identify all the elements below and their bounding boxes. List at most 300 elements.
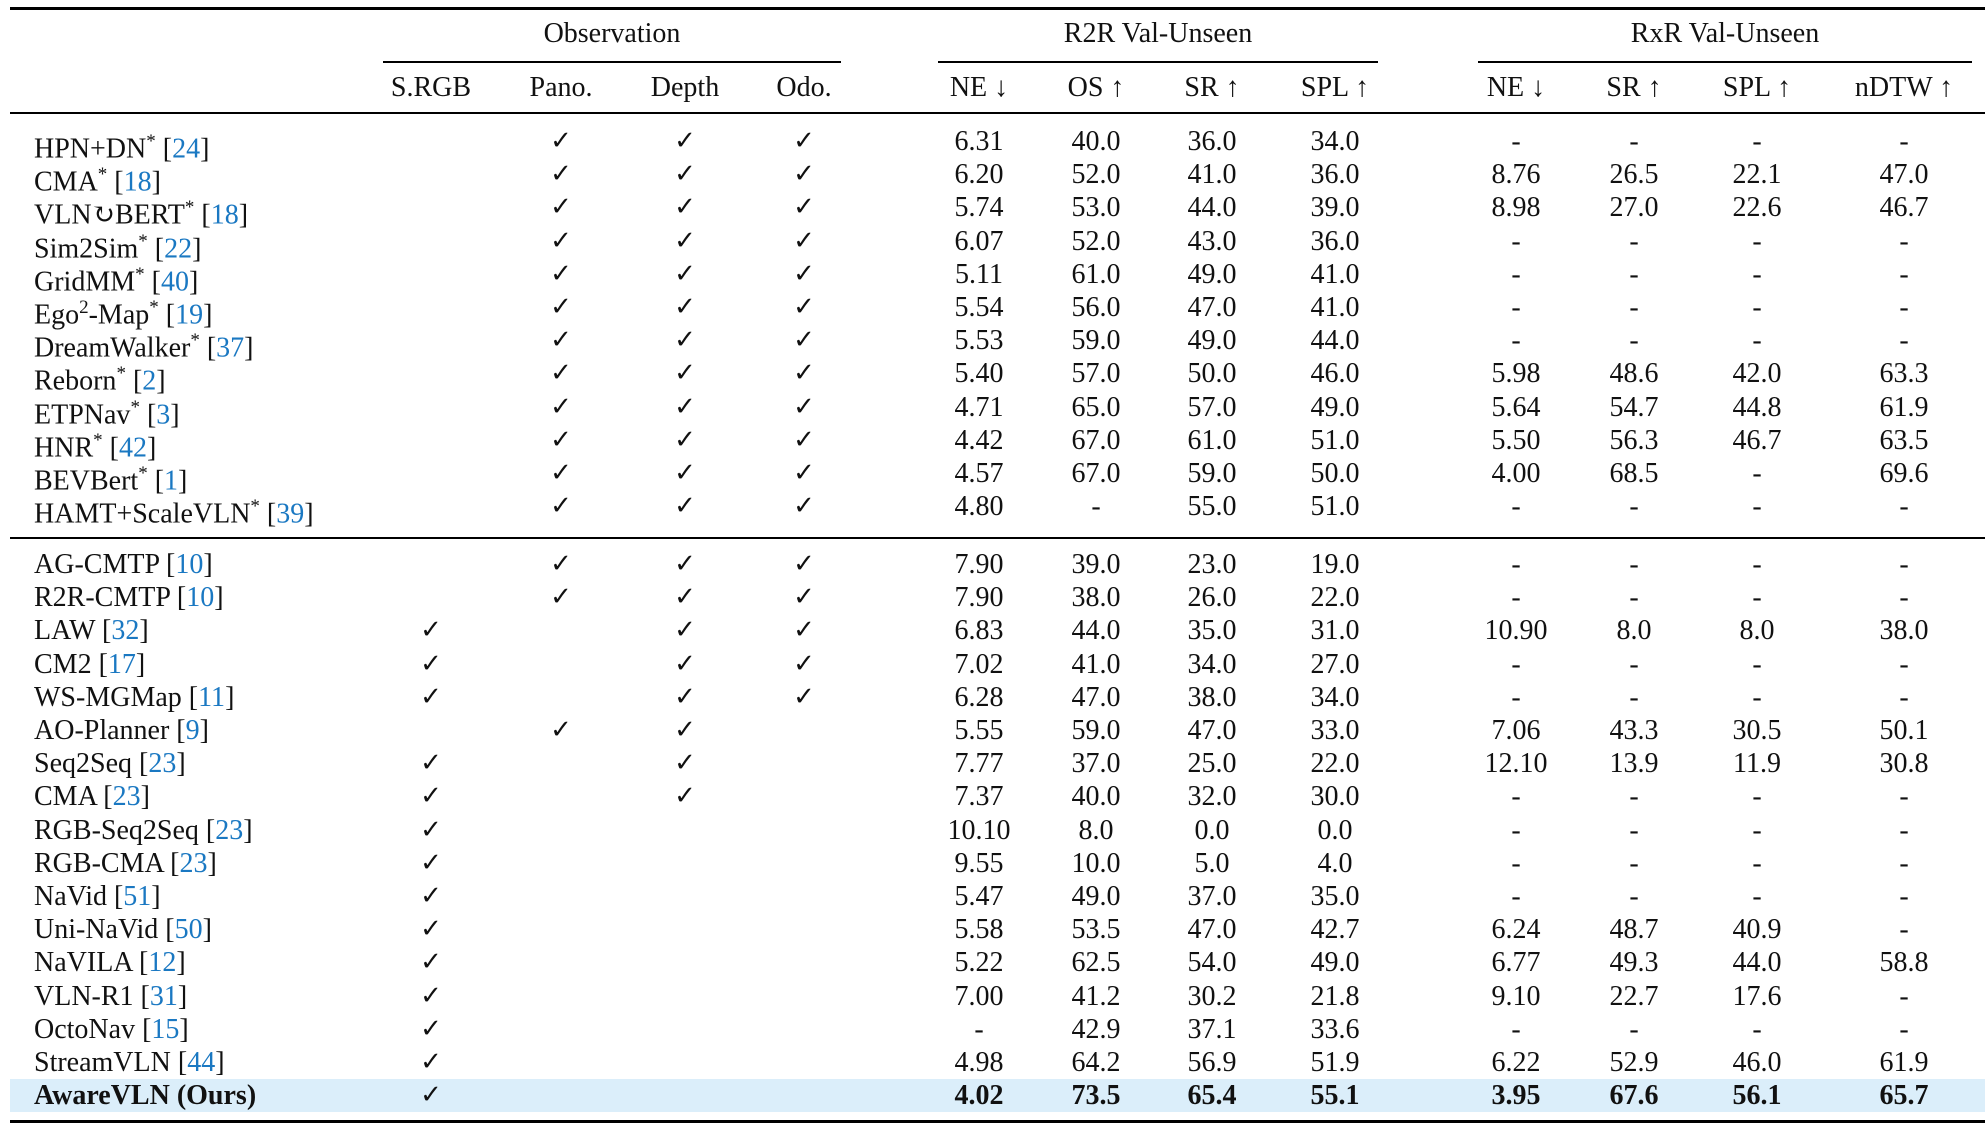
- rxr-value: 65.7: [1879, 1080, 1929, 1112]
- citation-bracket: [: [113, 881, 124, 912]
- rxr-value: -: [1511, 292, 1521, 323]
- citation-link[interactable]: 15: [151, 1013, 180, 1045]
- r2r-value: 46.0: [1310, 358, 1360, 390]
- citation-bracket: ]: [199, 715, 209, 746]
- method-label: AO-Planner: [34, 715, 170, 746]
- check-icon: ✓: [793, 648, 815, 679]
- table-row: [0, 324, 1988, 364]
- rxr-value: -: [1511, 582, 1521, 614]
- r2r-value: -: [974, 1013, 984, 1045]
- citation-bracket: [: [142, 1013, 152, 1045]
- check-icon: ✓: [550, 582, 572, 613]
- method-name: [34, 681, 234, 714]
- r2r-value: 54.0: [1187, 947, 1237, 979]
- citation-link[interactable]: 23: [148, 748, 177, 780]
- citation-link[interactable]: 37: [216, 332, 245, 364]
- citation-link[interactable]: 42: [118, 432, 147, 464]
- table-row: [0, 880, 1988, 913]
- rxr-value: -: [1629, 325, 1639, 357]
- citation-link[interactable]: 23: [112, 781, 141, 813]
- citation-bracket: [: [146, 398, 157, 430]
- citation-link[interactable]: 40: [160, 266, 189, 298]
- citation-bracket: ]: [304, 498, 314, 530]
- method-label: VLN-R1: [34, 980, 134, 1012]
- r2r-value: 32.0: [1187, 781, 1237, 813]
- rxr-value: -: [1899, 648, 1909, 680]
- rxr-value: 17.6: [1732, 980, 1782, 1012]
- r2r-value: 49.0: [1310, 391, 1360, 423]
- r2r-value: 44.0: [1071, 615, 1121, 647]
- r2r-value: 65.4: [1187, 1080, 1237, 1112]
- method-label: WS-MGMap: [34, 681, 182, 713]
- r2r-value: 25.0: [1187, 748, 1237, 780]
- citation-bracket: [: [140, 980, 150, 1012]
- check-icon: ✓: [674, 781, 696, 812]
- rxr-value: -: [1899, 847, 1909, 879]
- r2r-value: 52.0: [1071, 159, 1121, 191]
- citation-link[interactable]: 24: [172, 133, 201, 165]
- check-icon: ✓: [550, 225, 572, 256]
- table-row: [0, 548, 1988, 581]
- rxr-value: -: [1511, 126, 1521, 157]
- r2r-value: 35.0: [1310, 881, 1360, 912]
- r2r-value: 38.0: [1071, 582, 1121, 614]
- citation-bracket: ]: [151, 881, 161, 912]
- check-icon: ✓: [420, 1013, 442, 1044]
- check-icon: ✓: [420, 748, 442, 779]
- method-label: CMA: [34, 781, 97, 813]
- r2r-value: 7.02: [954, 648, 1004, 680]
- check-icon: ✓: [420, 1080, 442, 1111]
- r2r-value: 37.1: [1187, 1013, 1237, 1045]
- check-icon: ✓: [674, 748, 696, 779]
- rxr-value: 22.6: [1732, 192, 1782, 224]
- check-icon: ✓: [793, 424, 815, 455]
- method-label: LAW: [34, 615, 96, 647]
- rxr-value: 30.8: [1879, 748, 1929, 780]
- rxr-value: -: [1899, 914, 1909, 946]
- citation-bracket: ]: [140, 781, 150, 813]
- r2r-value: 61.0: [1071, 258, 1121, 290]
- check-icon: ✓: [793, 615, 815, 646]
- citation-link[interactable]: 3: [156, 398, 171, 430]
- r2r-value: 19.0: [1310, 549, 1360, 580]
- check-icon: ✓: [420, 1047, 442, 1077]
- citation-link[interactable]: 51: [123, 881, 152, 912]
- citation-bracket: ]: [200, 133, 210, 165]
- r2r-value: 38.0: [1187, 681, 1237, 713]
- method-label: Sim2Sim: [34, 232, 139, 264]
- rxr-value: -: [1899, 325, 1909, 357]
- check-icon: ✓: [550, 715, 572, 745]
- citation-link[interactable]: 31: [149, 980, 178, 1012]
- r2r-value: 37.0: [1071, 748, 1121, 780]
- check-icon: ✓: [550, 192, 572, 223]
- r2r-value: 49.0: [1071, 881, 1121, 912]
- check-icon: ✓: [674, 715, 696, 745]
- r2r-value: 73.5: [1071, 1080, 1121, 1112]
- check-icon: ✓: [420, 681, 442, 712]
- group-r2r: R2R Val-Unseen: [1063, 18, 1253, 49]
- col-header-pano: Pano.: [529, 72, 593, 103]
- citation-bracket: [: [165, 914, 175, 946]
- table-row: [0, 1013, 1988, 1046]
- rxr-value: -: [1752, 458, 1762, 489]
- rxr-value: 11.9: [1733, 748, 1781, 780]
- check-icon: ✓: [550, 491, 572, 522]
- r2r-value: 10.10: [947, 814, 1011, 846]
- rxr-value: -: [1511, 847, 1521, 879]
- method-label: CMA: [34, 166, 98, 198]
- rxr-value: 8.76: [1491, 159, 1541, 191]
- rxr-value: 22.1: [1732, 159, 1782, 191]
- citation-bracket: ]: [177, 980, 188, 1012]
- rxr-value: 7.06: [1491, 715, 1541, 746]
- check-icon: ✓: [793, 192, 815, 223]
- r2r-value: 44.0: [1310, 325, 1360, 357]
- citation-link[interactable]: 11: [198, 681, 226, 713]
- method-label: AwareVLN (Ours): [34, 1080, 257, 1112]
- rxr-value: 52.9: [1609, 1047, 1659, 1078]
- rxr-value: -: [1752, 881, 1762, 912]
- r2r-value: 4.71: [954, 391, 1004, 423]
- method-name: [34, 847, 217, 880]
- r2r-value: 40.0: [1071, 781, 1121, 813]
- method-name: [34, 1046, 225, 1079]
- table-row: [0, 357, 1988, 397]
- citation-bracket: ]: [244, 332, 254, 364]
- r2r-value: 49.0: [1187, 258, 1237, 290]
- citation-link[interactable]: 19: [175, 299, 204, 331]
- rxr-value: -: [1511, 648, 1521, 680]
- r2r-value: 42.7: [1310, 914, 1360, 946]
- check-icon: ✓: [674, 159, 696, 190]
- rxr-value: -: [1629, 491, 1639, 523]
- rxr-value: 13.9: [1609, 748, 1659, 780]
- table-row: [0, 424, 1988, 464]
- citation-link[interactable]: 18: [210, 199, 239, 231]
- check-icon: ✓: [793, 549, 815, 579]
- rxr-value: 40.9: [1732, 914, 1782, 946]
- citation-bracket: [: [138, 947, 149, 979]
- rxr-value: 46.7: [1732, 424, 1782, 456]
- citation-link[interactable]: 23: [215, 814, 244, 846]
- rxr-value: -: [1899, 292, 1909, 323]
- rxr-value: 12.10: [1484, 748, 1548, 780]
- rxr-value: -: [1752, 225, 1762, 257]
- reproduced-mark: *: [190, 330, 200, 352]
- citation-link[interactable]: 18: [123, 166, 152, 198]
- rxr-value: -: [1629, 847, 1639, 879]
- check-icon: ✓: [674, 358, 696, 389]
- citation-bracket: ]: [192, 232, 202, 264]
- rxr-value: -: [1629, 582, 1639, 614]
- reproduced-mark: *: [149, 297, 159, 318]
- citation-bracket: ]: [151, 166, 161, 198]
- rxr-value: 5.64: [1491, 391, 1541, 423]
- rxr-value: 67.6: [1609, 1080, 1659, 1112]
- method-name: [34, 490, 314, 530]
- method-label: Ego: [34, 299, 80, 331]
- citation-link[interactable]: 12: [148, 947, 177, 979]
- r2r-value: 47.0: [1187, 715, 1237, 746]
- rxr-value: -: [1752, 814, 1762, 846]
- rxr-value: 30.5: [1732, 715, 1782, 746]
- rxr-value: 61.9: [1879, 391, 1929, 423]
- check-icon: ✓: [550, 358, 572, 389]
- r2r-value: 59.0: [1071, 715, 1121, 746]
- rxr-value: -: [1899, 781, 1909, 813]
- rxr-value: -: [1899, 881, 1909, 912]
- r2r-value: 59.0: [1071, 325, 1121, 357]
- method-name: [34, 614, 149, 647]
- check-icon: ✓: [420, 648, 442, 679]
- r2r-value: 50.0: [1187, 358, 1237, 390]
- r2r-value: 51.9: [1310, 1047, 1360, 1078]
- table-row: [0, 980, 1988, 1013]
- r2r-value: 5.0: [1194, 847, 1230, 879]
- r2r-value: 5.53: [954, 325, 1004, 357]
- method-name: [34, 548, 213, 581]
- check-icon: ✓: [793, 292, 815, 322]
- method-label: NaVid: [34, 881, 107, 912]
- r2r-value: 42.9: [1071, 1013, 1121, 1045]
- r2r-value: 30.0: [1310, 781, 1360, 813]
- check-icon: ✓: [793, 582, 815, 613]
- rxr-value: 10.90: [1484, 615, 1548, 647]
- citation-bracket: [: [176, 715, 186, 746]
- method-label: Reborn: [34, 365, 117, 397]
- r2r-value: 7.77: [954, 748, 1004, 780]
- check-icon: ✓: [420, 615, 442, 646]
- r2r-value: 47.0: [1187, 292, 1237, 323]
- r2r-value: 5.58: [954, 914, 1004, 946]
- method-label: OctoNav: [34, 1013, 136, 1045]
- check-icon: ✓: [550, 159, 572, 190]
- r2r-value: 4.42: [954, 424, 1004, 456]
- rxr-value: 44.8: [1732, 391, 1782, 423]
- rxr-value: -: [1629, 258, 1639, 290]
- rxr-value: 8.98: [1491, 192, 1541, 224]
- table-row: [0, 1079, 1988, 1112]
- check-icon: ✓: [420, 980, 442, 1011]
- r2r-value: 21.8: [1310, 980, 1360, 1012]
- check-icon: ✓: [420, 881, 442, 911]
- table-row: [0, 847, 1988, 880]
- r2r-value: 9.55: [954, 847, 1004, 879]
- rxr-value: -: [1899, 491, 1909, 523]
- citation-link[interactable]: 22: [164, 232, 193, 264]
- r2r-value: 57.0: [1187, 391, 1237, 423]
- check-icon: ✓: [674, 225, 696, 256]
- reproduced-mark: *: [138, 230, 148, 252]
- method-name: [34, 913, 212, 946]
- rxr-value: -: [1511, 491, 1521, 523]
- method-name: [34, 648, 145, 681]
- citation-link[interactable]: 44: [187, 1047, 216, 1078]
- table-row: [0, 125, 1988, 165]
- r2r-value: 4.80: [954, 491, 1004, 523]
- citation-bracket: [: [170, 847, 180, 879]
- r2r-value: 33.6: [1310, 1013, 1360, 1045]
- citation-link[interactable]: 32: [111, 615, 140, 647]
- r2r-value: 52.0: [1071, 225, 1121, 257]
- method-name: [34, 814, 253, 847]
- r2r-value: 6.20: [954, 159, 1004, 191]
- citation-link[interactable]: 10: [175, 549, 204, 580]
- method-label: AG-CMTP: [34, 549, 159, 580]
- r2r-value: 5.74: [954, 192, 1004, 224]
- rxr-value: -: [1752, 582, 1762, 614]
- citation-link[interactable]: 39: [276, 498, 305, 530]
- table-row: [0, 391, 1988, 430]
- col-header-rxr-ndtw: nDTW ↑: [1854, 72, 1954, 103]
- rxr-value: 50.1: [1879, 715, 1929, 746]
- r2r-value: -: [1091, 491, 1101, 523]
- citation-link[interactable]: 23: [179, 847, 208, 879]
- check-icon: ✓: [674, 458, 696, 488]
- r2r-value: 65.0: [1071, 391, 1121, 423]
- rxr-value: -: [1899, 814, 1909, 846]
- check-icon: ✓: [420, 947, 442, 978]
- reproduced-mark: *: [135, 263, 145, 285]
- rxr-value: -: [1629, 292, 1639, 323]
- r2r-value: 41.0: [1187, 159, 1237, 191]
- rxr-value: 48.6: [1609, 358, 1659, 390]
- r2r-value: 53.5: [1071, 914, 1121, 946]
- citation-bracket: [: [109, 432, 119, 464]
- citation-link[interactable]: 2: [142, 365, 157, 397]
- table-row: [0, 780, 1988, 813]
- r2r-value: 49.0: [1187, 325, 1237, 357]
- r2r-value: 62.5: [1071, 947, 1121, 979]
- rxr-value: 27.0: [1609, 192, 1659, 224]
- r2r-value: 4.02: [954, 1080, 1004, 1112]
- reproduced-mark: *: [250, 496, 260, 518]
- citation-bracket: ]: [179, 1013, 189, 1045]
- col-header-r2r-sr: SR ↑: [1184, 72, 1240, 103]
- r2r-value: 6.83: [954, 615, 1004, 647]
- method-label: HAMT+ScaleVLN: [34, 498, 251, 530]
- rxr-value: 22.7: [1609, 980, 1659, 1012]
- r2r-value: 6.07: [954, 225, 1004, 257]
- method-label: HPN+DN: [34, 133, 147, 165]
- r2r-value: 34.0: [1187, 648, 1237, 680]
- method-label: StreamVLN: [34, 1047, 171, 1078]
- table-row: [0, 714, 1988, 747]
- rxr-value: 8.0: [1739, 615, 1775, 647]
- citation-bracket: ]: [207, 847, 217, 879]
- check-icon: ✓: [674, 615, 696, 646]
- check-icon: ✓: [420, 781, 442, 812]
- table-row: [0, 258, 1988, 298]
- method-label: Seq2Seq: [34, 748, 132, 780]
- citation-link[interactable]: 50: [174, 914, 203, 946]
- citation-bracket: ]: [135, 648, 146, 680]
- col-header-r2r-spl: SPL ↑: [1300, 72, 1370, 103]
- method-label-tail: -Map: [88, 299, 150, 331]
- citation-bracket: [: [103, 781, 113, 813]
- r2r-value: 64.2: [1071, 1047, 1121, 1078]
- method-name: [34, 946, 186, 979]
- rxr-value: 46.0: [1732, 1047, 1782, 1078]
- citation-bracket: ]: [225, 681, 235, 713]
- r2r-value: 23.0: [1187, 549, 1237, 580]
- r2r-value: 5.11: [955, 258, 1003, 290]
- r2r-value: 4.98: [954, 1047, 1004, 1078]
- citation-bracket: ]: [188, 266, 199, 298]
- check-icon: ✓: [674, 491, 696, 522]
- rxr-value: -: [1899, 258, 1909, 290]
- r2r-value: 41.2: [1071, 980, 1121, 1012]
- r2r-value: 67.0: [1071, 458, 1121, 489]
- r2r-value: 47.0: [1187, 914, 1237, 946]
- col-header-rxr-spl: SPL ↑: [1722, 72, 1792, 103]
- check-icon: ✓: [793, 225, 815, 256]
- citation-bracket: [: [151, 266, 161, 298]
- citation-bracket: [: [176, 582, 187, 614]
- check-icon: ✓: [793, 325, 815, 356]
- r2r-value: 22.0: [1310, 748, 1360, 780]
- check-icon: ✓: [793, 681, 815, 712]
- r2r-value: 34.0: [1310, 126, 1360, 157]
- rxr-value: 58.8: [1879, 947, 1929, 979]
- check-icon: ✓: [793, 126, 815, 156]
- table-row: [0, 191, 1988, 231]
- r2r-value: 61.0: [1187, 424, 1237, 456]
- group-observation: Observation: [543, 18, 681, 49]
- check-icon: ✓: [550, 458, 572, 488]
- rxr-value: -: [1752, 126, 1762, 157]
- citation-link[interactable]: 1: [164, 465, 179, 497]
- r2r-value: 35.0: [1187, 615, 1237, 647]
- r2r-value: 5.47: [954, 881, 1004, 912]
- citation-bracket: ]: [139, 615, 149, 647]
- method-label: RGB-Seq2Seq: [34, 814, 199, 846]
- rxr-value: 5.98: [1491, 358, 1541, 390]
- citation-bracket: ]: [170, 398, 180, 430]
- citation-link[interactable]: 9: [185, 715, 200, 746]
- rxr-value: -: [1629, 225, 1639, 257]
- table-row: [0, 747, 1988, 780]
- r2r-value: 10.0: [1071, 847, 1121, 879]
- method-label: HNR: [34, 432, 94, 464]
- citation-link[interactable]: 10: [186, 582, 215, 614]
- citation-link[interactable]: 17: [107, 648, 136, 680]
- r2r-value: 5.40: [954, 358, 1004, 390]
- check-icon: ✓: [550, 126, 572, 156]
- rxr-value: 48.7: [1609, 914, 1659, 946]
- r2r-value: 6.31: [954, 126, 1004, 157]
- check-icon: ✓: [793, 458, 815, 488]
- method-name: [34, 980, 187, 1013]
- check-icon: ✓: [550, 391, 572, 422]
- r2r-value: 51.0: [1310, 424, 1360, 456]
- r2r-value: 55.0: [1187, 491, 1237, 523]
- citation-bracket: [: [177, 1047, 188, 1078]
- r2r-value: 44.0: [1187, 192, 1237, 224]
- reproduced-mark: *: [184, 197, 195, 219]
- check-icon: ✓: [674, 549, 696, 579]
- rxr-value: -: [1629, 126, 1639, 157]
- rxr-value: 61.9: [1879, 1047, 1929, 1078]
- method-name: [34, 1013, 189, 1046]
- citation-bracket: [: [162, 133, 173, 165]
- r2r-value: 51.0: [1310, 491, 1360, 523]
- rxr-value: -: [1511, 549, 1521, 580]
- citation-bracket: ]: [176, 947, 186, 979]
- rxr-value: -: [1511, 258, 1521, 290]
